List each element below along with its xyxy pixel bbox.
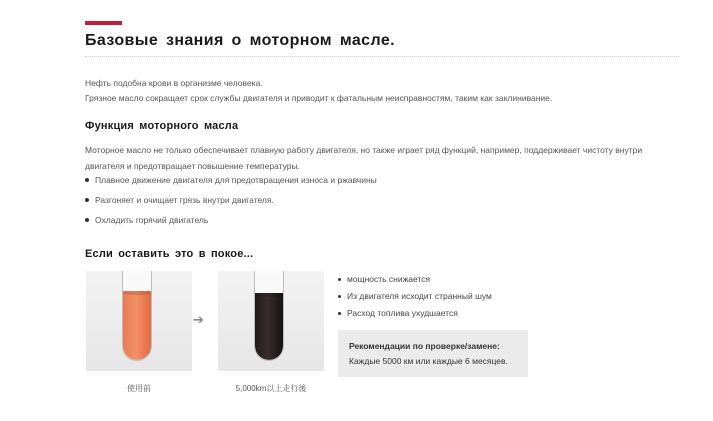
recommendation-text: Каждые 5000 км или каждые 6 месяцев. bbox=[349, 356, 508, 366]
test-tube-icon bbox=[122, 271, 152, 361]
recommendation-box bbox=[338, 330, 528, 377]
list-item bbox=[85, 213, 377, 233]
list-item bbox=[85, 173, 377, 193]
test-tube-icon bbox=[254, 271, 284, 361]
neglect-heading: Если оставить это в покое... bbox=[85, 248, 254, 260]
effect-text: Из двигателя исходит странный шум bbox=[347, 291, 492, 301]
fresh-oil-fill bbox=[123, 291, 151, 360]
fresh-oil-photo bbox=[86, 271, 192, 371]
bullet-dot-icon bbox=[338, 295, 341, 298]
effects-list bbox=[338, 273, 492, 324]
list-item bbox=[338, 307, 492, 324]
caption-before: 使用前 bbox=[127, 384, 151, 393]
function-bullet-list bbox=[85, 173, 377, 233]
bullet-dot-icon bbox=[338, 278, 341, 281]
bullet-text: Разгоняет и очищает грязь внутри двигателя. bbox=[95, 195, 274, 205]
list-item bbox=[85, 193, 377, 213]
arrow-right-icon: ➔ bbox=[193, 312, 204, 327]
bullet-dot-icon bbox=[338, 312, 341, 315]
function-desc-line-2: двигателя и предотвращает повышение температуры. bbox=[85, 161, 300, 171]
effect-text: Расход топлива ухудшается bbox=[347, 308, 458, 318]
page-title: Базовые знания о моторном масле. bbox=[85, 32, 395, 49]
caption-after: 5,000km以上走行後 bbox=[235, 384, 307, 393]
list-item bbox=[338, 290, 492, 307]
used-oil-fill bbox=[255, 293, 283, 360]
title-accent-bar bbox=[85, 21, 122, 25]
intro-line-2: Грязное масло сокращает срок службы двигателя и приводит к фатальным неисправностям, таким как заклинивание. bbox=[85, 93, 553, 103]
function-heading: Функция моторного масла bbox=[85, 120, 239, 132]
effect-text: мощность снижается bbox=[347, 274, 431, 284]
title-divider bbox=[85, 56, 679, 57]
bullet-dot-icon bbox=[85, 198, 89, 202]
list-item bbox=[338, 273, 492, 290]
used-oil-photo bbox=[218, 271, 324, 371]
intro-text bbox=[85, 76, 679, 106]
function-description bbox=[85, 142, 685, 174]
intro-line-1: Нефть подобна крови в организме человека. bbox=[85, 78, 263, 88]
bullet-dot-icon bbox=[85, 218, 89, 222]
function-desc-line-1: Моторное масло не только обеспечивает плавную работу двигателя, но также играет ряд функций, например, поддерживает чистоту внутри bbox=[85, 145, 643, 155]
bullet-text: Плавное движение двигателя для предотвращения износа и ржавчины bbox=[95, 175, 377, 185]
bullet-dot-icon bbox=[85, 178, 89, 182]
bullet-text: Охладить горячий двигатель bbox=[95, 215, 209, 225]
recommendation-title: Рекомендации по проверке/замене: bbox=[349, 341, 500, 351]
